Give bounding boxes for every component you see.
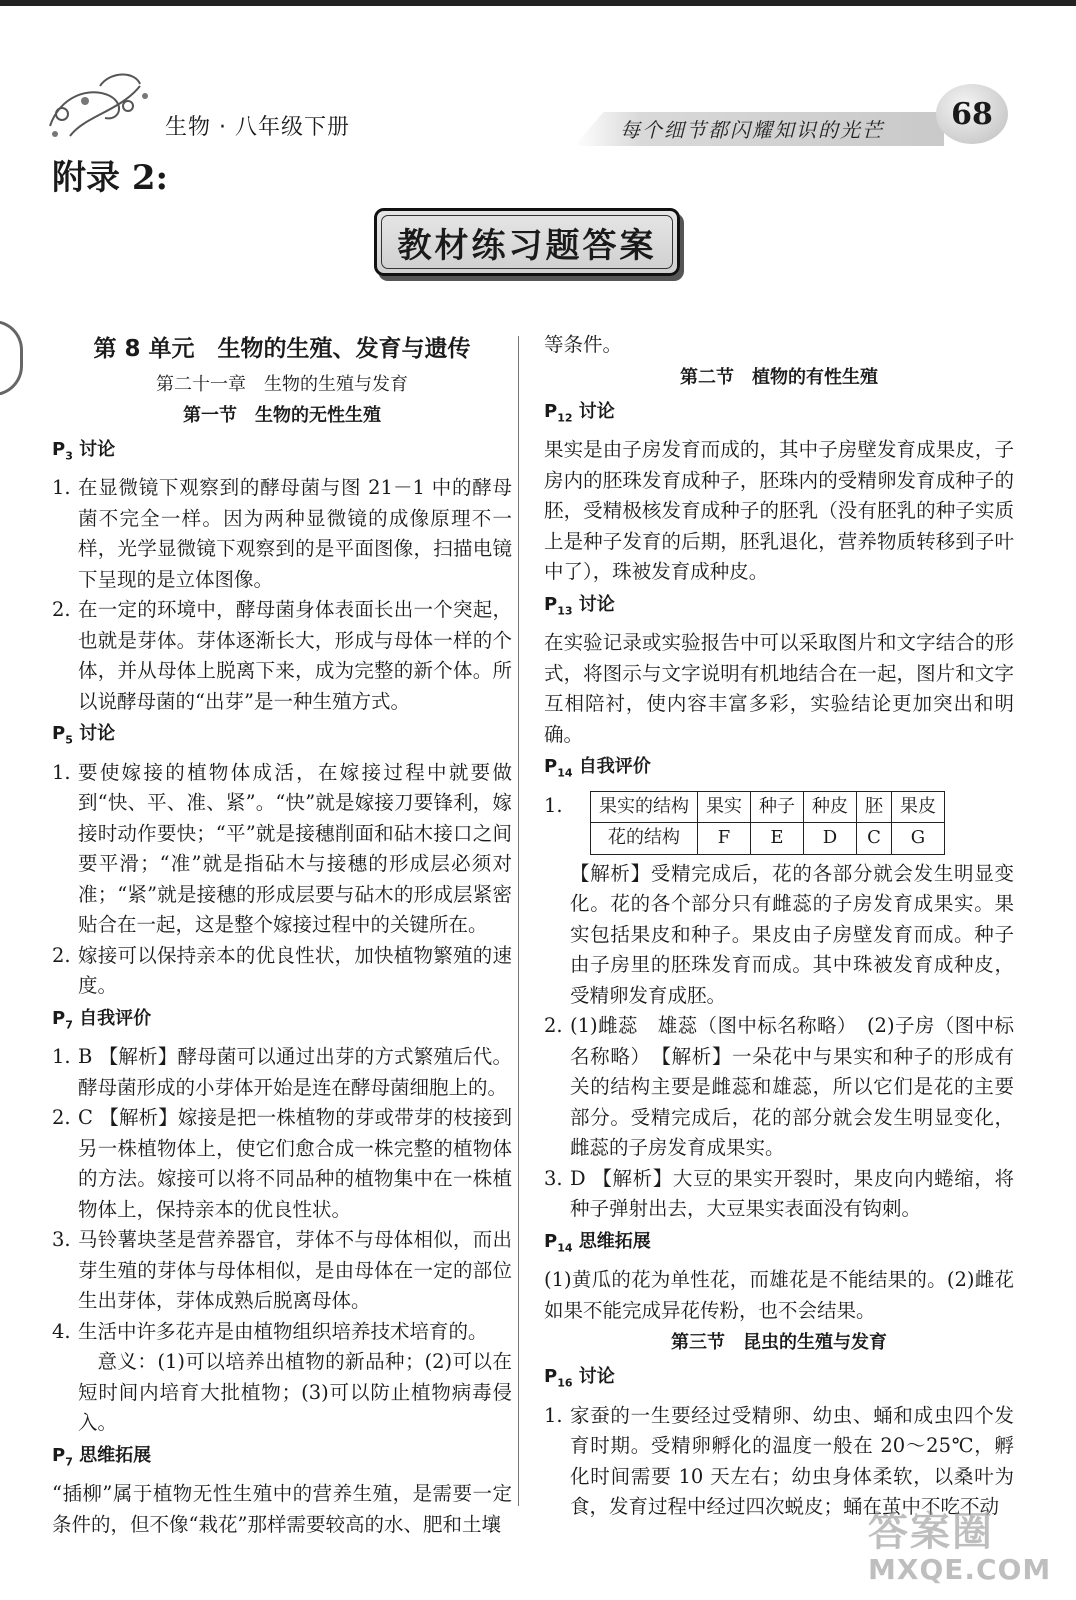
table-cell: 胚 xyxy=(857,791,892,823)
right-column xyxy=(544,330,1014,1523)
table-cell: 果实 xyxy=(698,791,751,823)
page-number: 68 xyxy=(936,84,1008,144)
paragraph: 果实是由子房发育而成的，其中子房壁发育成果皮，子房内的胚珠发育成种子，胚珠内的受精卵发育成种子的胚，受精极核发育成种子的胚乳（没有胚乳的种子实质上是种子发育的后期，胚乳退化，营养物质转移到子叶中了），珠被发育成种皮。 xyxy=(544,438,1014,584)
main-title xyxy=(374,208,680,276)
appendix-heading: 附录 2: xyxy=(52,158,169,198)
table-cell: C xyxy=(857,823,892,855)
list-item: 1. 在显微镜下观察到的酵母菌与图 21－1 中的酵母菌不完全一样。因为两种显微镜的成像原理不一样，光学显微镜下观察到的是平面图像，扫描电镜下呈现的是立体图像。 xyxy=(52,476,512,591)
table-cell: F xyxy=(698,823,751,855)
paragraph: “插柳”属于植物无性生殖中的营养生殖，是需要一定条件的，但不像“栽花”那样需要较高的水、肥和土壤 xyxy=(52,1482,512,1536)
page-ref-heading: $P_{14}$ 自我评价 xyxy=(544,756,651,780)
watermark-line1: 答案圈 xyxy=(868,1509,994,1555)
table-cell: 种皮 xyxy=(804,791,857,823)
page-ref-heading: $P_{13}$ 讨论 xyxy=(544,593,615,618)
analysis-text: 【解析】受精完成后，花的各部分就会发生明显变化。花的各个部分只有雌蕊的子房发育成果实。果实包括果皮和种子。果皮由子房壁发育而成。种子由子房里的胚珠发育而成。其中珠被发育成种皮，受精卵发育成胚。 xyxy=(570,861,1014,1007)
list-item: 1. 家蚕的一生要经过受精卵、幼虫、蛹和成虫四个发育时期。受精卵孵化的温度一般在 20～25℃，孵化时间需要 10 天左右；幼虫身体柔软，以桑叶为食，发育过程中经过四次蜕皮；蛹在茧中不吃不动 xyxy=(544,1403,1014,1519)
page-ref-heading: $P_{12}$ 讨论 xyxy=(544,400,615,425)
paragraph: 在实验记录或实验报告中可以采取图片和文字结合的形式，将图示与文字说明有机地结合在一起，图片和文字互相陪衬，使内容丰富多彩，实验结论更加突出和明确。 xyxy=(544,631,1014,746)
section-heading: 第二节 植物的有性生殖 xyxy=(680,366,878,388)
list-item: 2. (1)雌蕊 雄蕊（图中标名称略） (2)子房（图中标名称略） 【解析】一朵花中与果实和种子的形成有关的结构主要是雌蕊和雄蕊，所以它们是花的主要部分。受精完成后，花的部分就会发生明显变化，雌蕊的子房发育成果实。 xyxy=(544,1014,1014,1160)
page-ref-heading: $P_7$ 自我评价 xyxy=(52,1007,152,1032)
left-column xyxy=(52,330,512,1540)
table-cell: D xyxy=(804,823,857,855)
list-item: 1. 果实的结构 果实 种子 种皮 胚 果皮 花的结构 F E D C G xyxy=(544,791,1014,859)
page-ref-heading: $P_5$ 讨论 xyxy=(52,723,116,747)
table-cell: 花的结构 xyxy=(591,823,698,855)
floral-ornament-icon xyxy=(40,66,160,146)
item-extra-text: 意义：(1)可以培养出植物的新品种；(2)可以在短时间内培育大批植物；(3)可以防止植物病毒侵入。 xyxy=(78,1350,512,1435)
section-heading: 第三节 昆虫的生殖与发育 xyxy=(671,1332,887,1354)
page-ref-heading: $P_{14}$ 思维拓展 xyxy=(544,1230,651,1255)
table-cell: 果皮 xyxy=(892,791,945,823)
list-item: 2. C 【解析】嫁接是把一株植物的芽或带芽的枝接到另一株植物体上，使它们愈合成一株完整的植物体的方法。嫁接可以将不同品种的植物集中在一株植物体上，保持亲本的优良性状。 xyxy=(52,1106,512,1221)
chapter-heading: 第二十一章 生物的生殖与发育 xyxy=(156,373,408,395)
list-item: 1. B 【解析】酵母菌可以通过出芽的方式繁殖后代。酵母菌形成的小芽体开始是连在酵母菌细胞上的。 xyxy=(52,1045,512,1099)
watermark-line2: MXQE.COM xyxy=(868,1553,1052,1586)
binding-mark xyxy=(0,320,23,396)
answer-table xyxy=(590,791,945,855)
paragraph: (1)黄瓜的花为单性花，而雄花是不能结果的。(2)雌花如果不能完成异花传粉，也不会结果。 xyxy=(544,1268,1014,1322)
unit-heading: 第 8 单元 生物的生殖、发育与遗传 xyxy=(93,336,471,362)
top-border xyxy=(0,0,1076,6)
list-item: 4. 生活中许多花卉是由植物组织培养技术培育的。 xyxy=(52,1319,488,1343)
page-ref-heading: $P_{16}$ 讨论 xyxy=(544,1366,615,1390)
list-item: 3. 马铃薯块茎是营养器官，芽体不与母体相似，而出芽生殖的芽体与母体相似，是由母体在一定的部位生出芽体，芽体成熟后脱离母体。 xyxy=(52,1228,512,1313)
column-divider xyxy=(518,336,519,1506)
list-item: 1. 要使嫁接的植物体成活，在嫁接过程中就要做到“快、平、准、紧”。“快”就是嫁接刀要锋利，嫁接时动作要快；“平”就是接穗削面和砧木接口之间要平滑；“准”就是指砧木与接穗的形成层必须对准；“紧”就是接穗的形成层要与砧木的形成层紧密贴合在一起，这是整个嫁接过程中的关键所在。 xyxy=(52,760,512,937)
page-ref-heading: $P_3$ 讨论 xyxy=(52,438,116,463)
watermark-logo xyxy=(868,1500,1068,1595)
table-row xyxy=(591,823,945,855)
section-heading: 第一节 生物的无性生殖 xyxy=(183,404,381,426)
table-cell: 种子 xyxy=(751,791,804,823)
table-row xyxy=(591,791,945,823)
book-title: 生物 · 八年级下册 xyxy=(165,115,350,140)
table-cell: 果实的结构 xyxy=(591,791,698,823)
list-item: 2. 在一定的环境中，酵母菌身体表面长出一个突起，也就是芽体。芽体逐渐长大，形成与母体一样的个体，并从母体上脱离下来，成为完整的新个体。所以说酵母菌的“出芽”是一种生殖方式。 xyxy=(52,598,512,713)
list-item: 2. 嫁接可以保持亲本的优良性状，加快植物繁殖的速度。 xyxy=(52,943,512,998)
header-slogan: 每个细节都闪耀知识的光芒 xyxy=(620,118,884,142)
page-ref-heading: $P_7$ 思维拓展 xyxy=(52,1444,152,1469)
table-cell: E xyxy=(751,823,804,855)
list-item: 3. D 【解析】大豆的果实开裂时，果皮向内蜷缩，将种子弹射出去，大豆果实表面没有钩刺。 xyxy=(544,1166,1014,1221)
paragraph: 等条件。 xyxy=(544,333,623,356)
main-title-text: 教材练习题答案 xyxy=(397,225,657,266)
table-cell: G xyxy=(892,823,945,855)
